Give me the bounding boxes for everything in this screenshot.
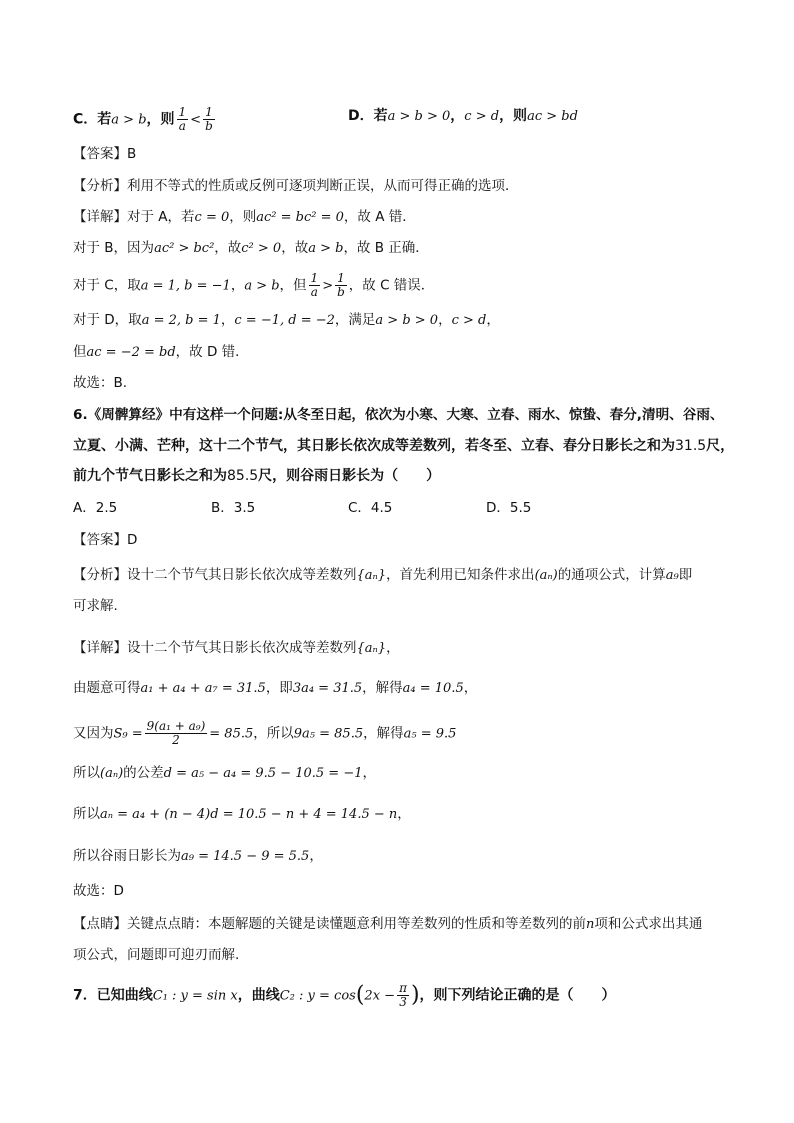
option-d-condition-1: a > b > 0 (387, 109, 451, 124)
q7-stem: 7．已知曲线C₁ : y = sin x，曲线C₂ : y = cos(2x − $\frac{\pi}{3}$ )，则下列结论正确的是（ ） (73, 981, 616, 1009)
option-d-separator: ， (450, 108, 465, 124)
q5-option-row (73, 106, 733, 133)
q5-detail-c: 对于 C，取a = 1, b = −1，a > b，但 $\frac{1}{a}$ > $\frac{1}{b}$ ，故 C 错误． (73, 271, 435, 299)
q6-option-c: C．4.5 (348, 500, 393, 516)
q6-analysis-line1: 【分析】设十二个节气其日影长依次成等差数列{aₙ}，首先利用已知条件求出(aₙ)的通项公式，计算a₉即 (73, 567, 693, 583)
detail-c-fraction-1: $\frac{1}{a}$ (310, 271, 319, 299)
option-d-condition-2: c > d (464, 109, 500, 124)
q5-detail-d: 对于 D，取a = 2, b = 1，c = −1, d = −2，满足a > b > 0，c > d， (73, 312, 500, 328)
q6-detail-1: 【详解】设十二个节气其日影长依次成等差数列{aₙ}， (73, 640, 400, 656)
q6-remark-line1: 【点睛】关键点点睛：本题解题的关键是读懂题意利用等差数列的性质和等差数列的前n项和公式求出其通 (73, 916, 703, 932)
option-c-fraction-1: $\frac{1}{a}$ (178, 105, 187, 133)
option-c-fraction-2: $\frac{1}{b}$ (205, 105, 213, 133)
q5-detail-b: 对于 B，因为ac² > bc²，故c² > 0，故a > b，故 B 正确． (73, 240, 429, 256)
q6-analysis-line2: 可求解. (73, 598, 118, 614)
q6-option-a: A．2.5 (73, 500, 118, 516)
option-d-conclusion: ac > bd (527, 109, 578, 124)
option-c-then: ，则 (146, 111, 175, 128)
q6-detail-5: 所以aₙ = a₄ + (n − 4)d = 10.5 − n + 4 = 14.5 − n， (73, 806, 411, 822)
q5-detail-a: 【详解】对于 A，若c = 0，则ac² = bc² = 0，故 A 错． (73, 209, 416, 225)
q6-stem-line2: 立夏、小满、芒种，这十二个节气，其日影长依次成等差数列，若冬至、立春、春分日影长之和为31.5尺， (73, 438, 735, 454)
option-c-condition: a > b (111, 112, 147, 128)
q6-remark-line2: 项公式，问题即可迎刃而解. (73, 947, 240, 963)
sum-fraction: $\frac{\text{9(a₁ + a₉)}}{2}$ (146, 719, 206, 747)
q6-option-d: D．5.5 (486, 500, 532, 516)
q6-detail-2: 由题意可得a₁ + a₄ + a₇ = 31.5，即3a₄ = 31.5，解得a₄ = 10.5， (73, 680, 478, 696)
option-c-less-than: < (190, 112, 202, 128)
option-c-label: C．若 (73, 111, 112, 128)
q6-stem-line3: 前九个节气日影长之和为85.5尺，则谷雨日影长为（ ） (73, 468, 441, 484)
q6-stem-line1: 6.《周髀算经》中有这样一个问题:从冬至日起，依次为小寒、大寒、立春、雨水、惊蛰、春分,清明、谷雨、 (73, 407, 724, 423)
q6-detail-6: 所以谷雨日影长为a₉ = 14.5 − 9 = 5.5， (73, 848, 323, 864)
option-d (348, 106, 578, 127)
option-d-label: D．若 (348, 108, 388, 124)
q6-detail-4: 所以(aₙ)的公差d = a₅ − a₄ = 9.5 − 10.5 = −1， (73, 765, 376, 781)
q5-detail-d2: 但ac = −2 = bd，故 D 错． (73, 344, 249, 360)
q5-choose: 故选：B. (73, 375, 128, 391)
q6-detail-3: 又因为S₉ = $\frac{\text{9(a₁ + a₉)}}{2}$ = 85.5，所以9a₅ = 85.5，解得a₅ = 9.5 (73, 719, 457, 747)
pi-over-3-fraction: $\frac{\pi}{3}$ (399, 981, 407, 1009)
q6-option-b: B．3.5 (211, 500, 256, 516)
q6-answer: 【答案】D (73, 532, 138, 548)
option-d-then: ，则 (499, 108, 528, 124)
q6-choose: 故选：D (73, 883, 124, 899)
q5-analysis: 【分析】利用不等式的性质或反例可逐项判断正误，从而可得正确的选项． (73, 178, 519, 194)
detail-c-fraction-2: $\frac{1}{b}$ (337, 271, 345, 299)
q5-answer: 【答案】B (73, 146, 137, 162)
